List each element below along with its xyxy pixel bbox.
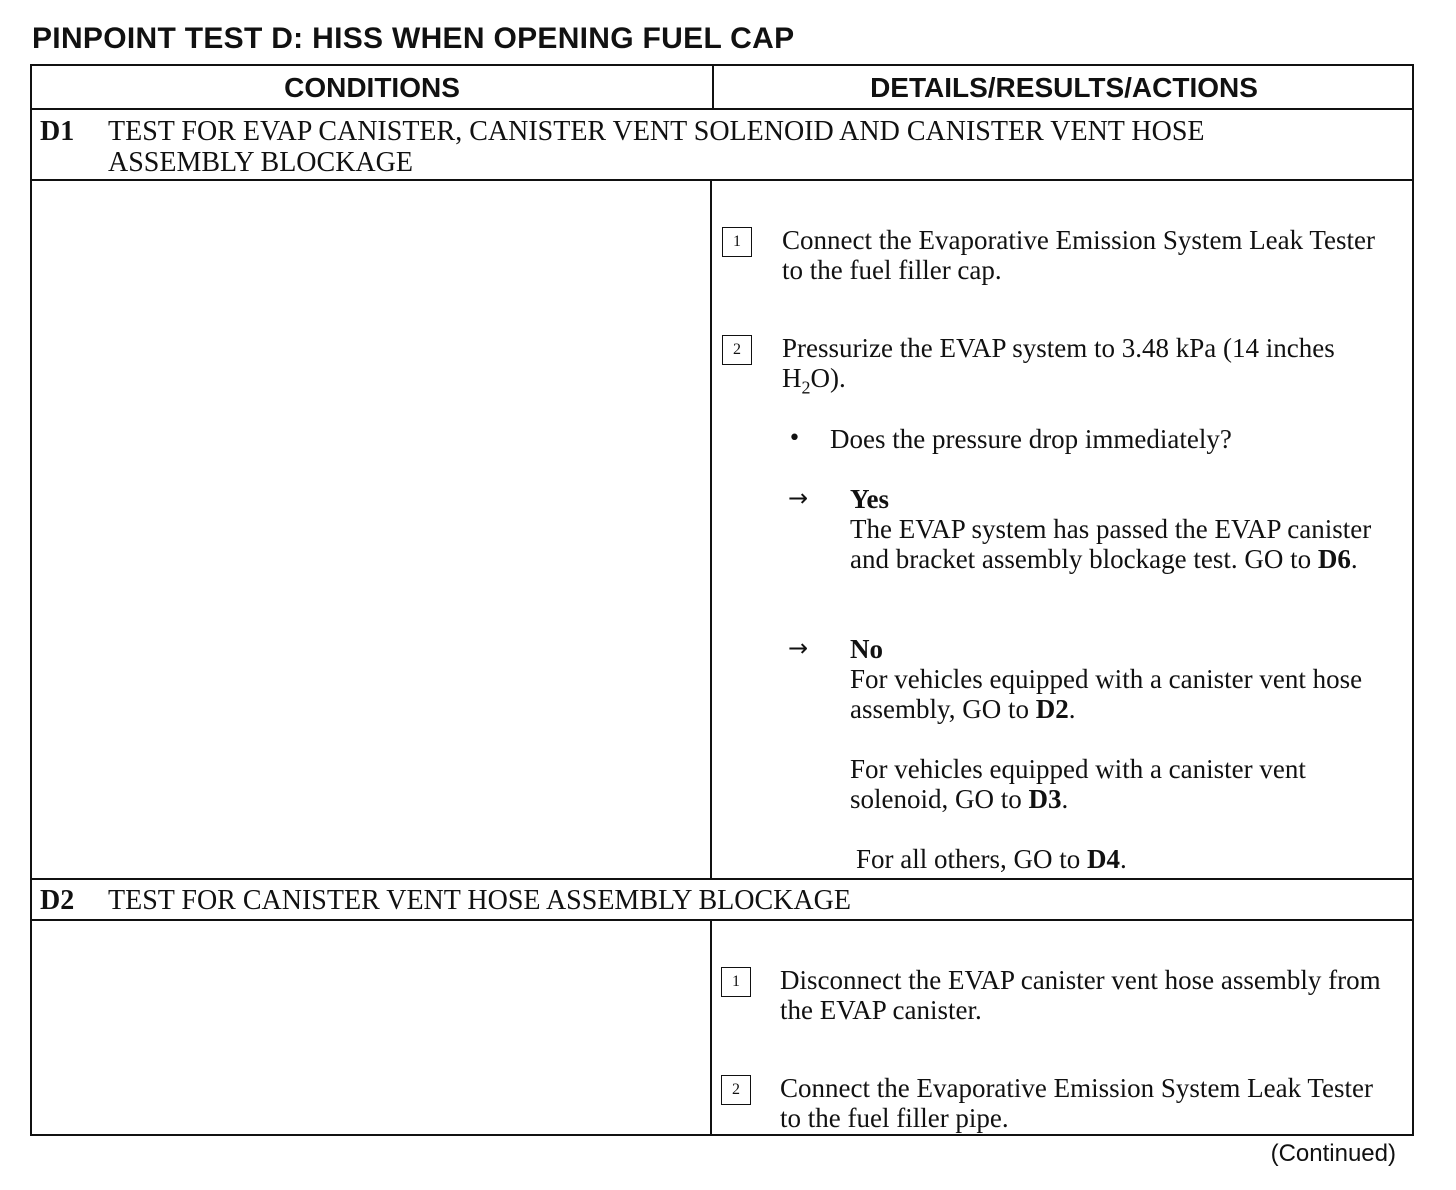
yes-arrow-icon: → [788, 484, 809, 512]
d1-step1-text: Connect the Evaporative Emission System Leak Tester to the fuel filler cap. [782, 225, 1375, 285]
d1-column-divider [710, 181, 712, 879]
d2-step1-number: 1 [721, 967, 751, 997]
d1-yes-result: Yes The EVAP system has passed the EVAP canister and bracket assembly blockage test. GO to D6. [850, 484, 1372, 574]
d2-step2-number: 2 [721, 1075, 751, 1105]
no-arrow-icon: → [788, 634, 809, 662]
d1-no-solenoid: For vehicles equipped with a canister vent solenoid, GO to D3. [850, 754, 1306, 814]
d1-heading-text: TEST FOR EVAP CANISTER, CANISTER VENT SOLENOID AND CANISTER VENT HOSE ASSEMBLY BLOCKAGE [108, 116, 1205, 178]
header-rule [32, 108, 1412, 110]
d2-heading-text: TEST FOR CANISTER VENT HOSE ASSEMBLY BLOCKAGE [108, 885, 851, 916]
d1-heading [40, 116, 1328, 178]
d1-no-others: For all others, GO to D4. [856, 844, 1127, 874]
d2-step2-text: Connect the Evaporative Emission System Leak Tester to the fuel filler pipe. [780, 1073, 1373, 1133]
d2-column-divider [710, 921, 712, 1136]
d1-question-bullet: • [788, 426, 801, 451]
d1-heading-rule [32, 179, 1412, 181]
d1-step1-number: 1 [722, 227, 752, 257]
d2-id: D2 [40, 885, 75, 916]
details-header: DETAILS/RESULTS/ACTIONS [870, 72, 1258, 103]
d1-question-text: Does the pressure drop immediately? [830, 424, 1232, 454]
conditions-header: CONDITIONS [284, 72, 460, 103]
d2-step1-text: Disconnect the EVAP canister vent hose assembly from the EVAP canister. [780, 965, 1381, 1025]
pinpoint-test-table [30, 64, 1414, 1136]
d2-heading [40, 885, 1328, 916]
continued-note: (Continued) [1270, 1140, 1396, 1167]
d1-step2-number: 2 [722, 335, 752, 365]
page-title: PINPOINT TEST D: HISS WHEN OPENING FUEL CAP [32, 22, 795, 55]
d2-heading-rule [32, 919, 1412, 921]
header-divider [712, 66, 714, 110]
d1-step2-text: Pressurize the EVAP system to 3.48 kPa (14 inches $H_2O$). [782, 333, 1335, 398]
d2-top-rule [32, 878, 1412, 880]
d1-no-result: No For vehicles equipped with a canister vent hose assembly, GO to D2. [850, 634, 1363, 724]
d1-id: D1 [40, 116, 75, 147]
